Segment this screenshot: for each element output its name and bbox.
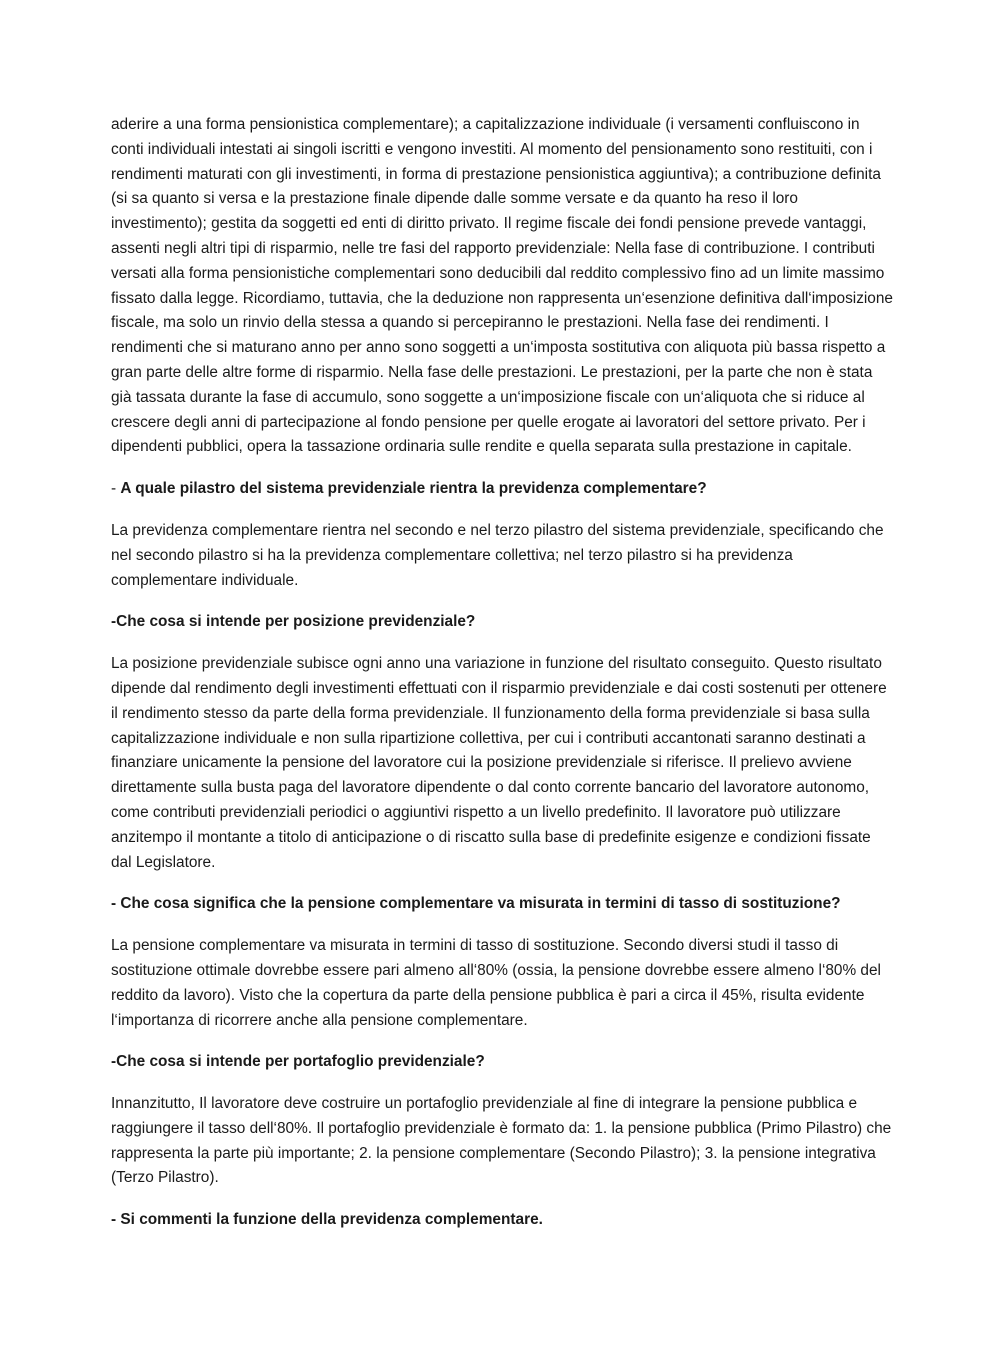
body-paragraph: La previdenza complementare rientra nel secondo e nel terzo pilastro del sistema previdenziale, specificando che nel secondo pilastro si ha la previdenza complementare collettiva; nel terzo pilastro si ha previdenza complementare individuale.	[111, 521, 884, 589]
body-paragraph: La pensione complementare va misurata in termini di tasso di sostituzione. Secondo diversi studi il tasso di sostituzione ottimale dovrebbe essere pari almeno all‘80% (ossia, la pensione dovrebbe essere almeno l‘80% del reddito da lavoro). Visto che la copertura da parte della pensione pubblica è pari a circa il 45%, risulta evidente l‘importanza di ricorrere anche alla pensione complementare.	[111, 937, 881, 1029]
body-paragraph: aderire a una forma pensionistica complementare); a capitalizzazione individuale (i versamenti confluiscono in conti individuali intestati ai singoli iscritti e vengono investiti. Al momento del pensionamento sono restituiti, con i rendimenti maturati con gli investimenti, in forma di prestazione pensionistica aggiuntiva); a contribuzione definita (si sa quanto si versa e la prestazione finale dipende dalle somme versate e da quanto ha reso il loro investimento); gestita da soggetti ed enti di diritto privato. Il regime fiscale dei fondi pensione prevede vantaggi, assenti negli altri tipi di risparmio, nelle tre fasi del rapporto previdenziale: Nella fase di contribuzione. I contributi versati alla forma pensionistiche complementari sono deducibili dal reddito complessivo fino ad un limite massimo fissato dalla legge. Ricordiamo, tuttavia, che la deduzione non rappresenta un‘esenzione definitiva dall‘imposizione fiscale, ma solo un rinvio della stessa a quando si percepiranno le prestazioni. Nella fase dei rendimenti. I rendimenti che si maturano anno per anno sono soggetti a un‘imposta sostitutiva con aliquota più bassa rispetto a gran parte delle altre forme di risparmio. Nella fase delle prestazioni. Le prestazioni, per la parte che non è stata già tassata durante la fase di accumulo, sono soggette a un‘imposizione fiscale con un‘aliquota che si riduce al crescere degli anni di partecipazione al fondo pensione per quelle erogate ai lavoratori del settore privato. Per i dipendenti pubblici, opera la tassazione ordinaria sulle rendite e quella separata sulla prestazione in capitale.	[111, 116, 893, 456]
question-text: A quale pilastro del sistema previdenziale rientra la previdenza complementare?	[120, 480, 707, 498]
question-heading	[111, 477, 893, 502]
body-paragraph: Innanzitutto, Il lavoratore deve costruire un portafoglio previdenziale al fine di integrare la pensione pubblica e raggiungere il tasso dell‘80%. Il portafoglio previdenziale è formato da: 1. la pensione pubblica (Primo Pilastro) che rappresenta la parte più importante; 2. la pensione complementare (Secondo Pilastro); 3. la pensione integrativa (Terzo Pilastro).	[111, 1095, 892, 1187]
body-paragraph: La posizione previdenziale subisce ogni anno una variazione in funzione del risultato conseguito. Questo risultato dipende dal rendimento degli investimenti effettuati con il risparmio previdenziale e dai costi sostenuti per ottenere il rendimento stesso da parte della forma previdenziale. Il funzionamento della forma previdenziale si basa sulla capitalizzazione individuale e non sulla ripartizione collettiva, per cui i contributi accantonati saranno destinati a finanziare unicamente la pensione del lavoratore cui la posizione previdenziale si riferisce. Il prelievo avviene direttamente sulla busta paga del lavoratore dipendente o dal conto corrente bancario del lavoratore autonomo, come contributi previdenziali periodici o aggiuntivi rispetto a un livello predefinito. Il lavoratore può utilizzare anzitempo il montante a titolo di anticipazione o di riscatto sulla base di predefinite esigenze e condizioni fissate dal Legislatore.	[111, 655, 887, 871]
question-heading: - Si commenti la funzione della previdenza complementare.	[111, 1211, 543, 1229]
question-heading: -Che cosa si intende per portafoglio previdenziale?	[111, 1053, 485, 1071]
question-heading: - Che cosa significa che la pensione complementare va misurata in termini di tasso di sostituzione?	[111, 895, 841, 913]
document-page	[111, 113, 893, 1250]
question-prefix: -	[111, 480, 121, 498]
question-heading: -Che cosa si intende per posizione previdenziale?	[111, 613, 476, 631]
